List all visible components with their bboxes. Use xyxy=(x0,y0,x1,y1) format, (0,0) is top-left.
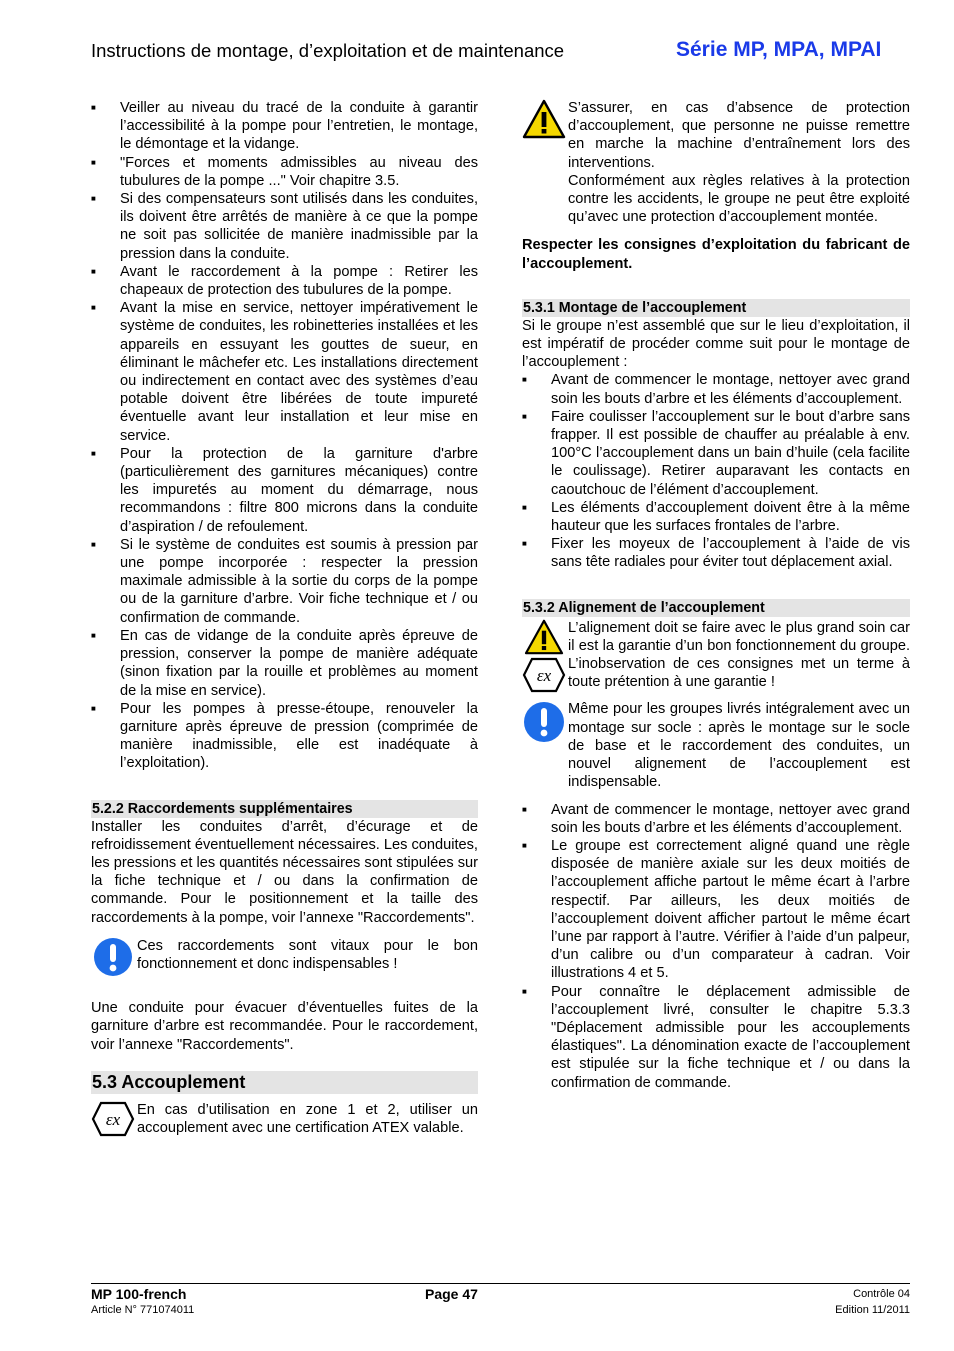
warning-note xyxy=(522,99,910,226)
atex-note xyxy=(91,1101,478,1137)
note-text: L’alignement doit se faire avec le plus grand soin car il est la garantie d’un bon fonctionnement du groupe. L’inobservation de ces consignes met un terme à toute prétention à une garantie ! xyxy=(568,619,910,691)
list-item: ■ "Forces et moments admissibles au niveau des tubulures de la pompe ..." Voir chapitre 3.5. xyxy=(91,154,478,189)
footer-divider xyxy=(91,1283,910,1284)
svg-text:εx: εx xyxy=(105,1109,121,1129)
footer-control: Contrôle 04 xyxy=(853,1288,910,1300)
alignment-bullet-list xyxy=(522,801,910,1092)
respect-instruction: Respecter les consignes d’exploitation du fabricant de l’accouplement. xyxy=(522,237,910,272)
warning-atex-note xyxy=(522,619,910,692)
ex-hexagon-icon xyxy=(91,1101,135,1137)
section-title-5-3-2: 5.3.2 Alignement de l’accouplement xyxy=(522,599,910,617)
left-column xyxy=(91,99,478,1137)
list-item: ■ Avant de commencer le montage, nettoyer avec grand soin les bouts d’arbre et les éléments d’accouplement. xyxy=(522,372,910,407)
list-item: ■ Faire coulisser l’accouplement sur le bout d’arbre sans frapper. Il est possible de chauffer au préalable à env. 100°C l’accouplement dans un bain d’huile (cela facilite le coulissage). Retirer auparavant les contacts en caoutchouc de l’élément d’accouplement. xyxy=(522,408,910,498)
note-text: Ces raccordements sont vitaux pour le bon fonctionnement et donc indispensables ! xyxy=(137,937,478,972)
svg-text:εx: εx xyxy=(536,665,552,685)
footer-page: Page 47 xyxy=(425,1286,478,1302)
list-item: ■ Avant le raccordement à la pompe : Retirer les chapeaux de protection des tubulures de la pompe. xyxy=(91,263,478,299)
info-note xyxy=(522,700,910,791)
list-item: ■ Pour la protection de la garniture d'arbre (particulièrement des garnitures mécaniques) contre les impuretés au moment du démarrage, nous recommandons : filtre 800 microns dans la conduite d’aspiration / de refoulement. xyxy=(91,445,478,535)
list-item: ■ Les éléments d’accouplement doivent être à la même hauteur que les surfaces frontales de l’arbre. xyxy=(522,499,910,535)
left-bullet-list xyxy=(91,99,478,773)
list-item: ■ Le groupe est correctement aligné quand une règle disposée de manière axiale sur les deux moitiés de l’accouplement affiche partout le même écart à l’arbre respectif. Par ailleurs, les deux moitiés de l’accouplement doivent afficher partout le même écart l’une par rapport à l’autre. Vérifier à l’aide d’un palpeur, d’un calibre ou d’un comparateur à cadran. Voir illustrations 4 et 5. xyxy=(522,837,910,982)
montage-bullet-list xyxy=(522,371,910,571)
list-item: ■ Pour les pompes à presse-étoupe, renouveler la garniture après épreuve de pression (comprimée de manière inadmissible, elle est inadéquate à l’exploitation). xyxy=(91,700,478,772)
paragraph: Installer les conduites d’arrêt, d’écurage et de refroidissement éventuellement nécessaires. Les conduites, les pressions et les quantités nécessaires sont stipulées sur la fiche technique et / ou dans la confirmation de commande. Pour le positionnement et la taille des raccordements à la pompe, voir l’annexe "Raccordements". xyxy=(91,818,478,926)
header-series: Série MP, MPA, MPAI xyxy=(676,38,882,61)
footer-doc: MP 100-french xyxy=(91,1286,187,1302)
ex-hexagon-icon xyxy=(522,655,566,695)
list-item: ■ Fixer les moyeux de l’accouplement à l’aide de vis sans tête radiales pour éviter tout déplacement axial. xyxy=(522,536,910,571)
list-item: ■ Si des compensateurs sont utilisés dans les conduites, ils doivent être arrêtés de manière à ce que la pompe ne soit pas sollicitée de manière inadmissible par la pression dans la conduite. xyxy=(91,191,478,262)
list-item: ■ Avant de commencer le montage, nettoyer avec grand soin les bouts d’arbre et les éléments d’accouplement. xyxy=(522,801,910,836)
note-text: Même pour les groupes livrés intégralement avec un montage sur socle : après le montage sur le socle de base et le raccordement des conduites, un nouvel alignement de l’accouplement est indispensable. xyxy=(568,701,910,791)
section-title-5-2-2: 5.2.2 Raccordements supplémentaires xyxy=(91,800,478,818)
exclamation-circle-icon xyxy=(91,937,135,981)
warning-triangle-icon xyxy=(522,99,566,139)
paragraph: Si le groupe n’est assemblé que sur le lieu d’exploitation, il est impératif de procéder comme suit pour le montage de l’accouplement : xyxy=(522,317,910,371)
warning-triangle-icon xyxy=(522,619,566,655)
right-column xyxy=(522,99,910,1092)
warning-text: Conformément aux règles relatives à la protection contre les accidents, le groupe ne peut être exploité qu’avec une protection d’accouplement montée. xyxy=(568,172,910,226)
section-title-5-3: 5.3 Accouplement xyxy=(91,1071,478,1094)
footer-article: Article N° 771074011 xyxy=(91,1304,195,1316)
header-title: Instructions de montage, d’exploitation et de maintenance xyxy=(91,40,565,61)
list-item: ■ Si le système de conduites est soumis à pression par une pompe incorporée : respecter la pression maximale admissible à la sortie du corps de la pompe ou de la garniture d’arbre. Voir fiche technique et / ou confirmation de commande. xyxy=(91,536,478,626)
footer-edition: Edition 11/2011 xyxy=(835,1304,910,1316)
paragraph: Une conduite pour évacuer d’éventuelles fuites de la garniture d’arbre est recommandée. Pour le raccordement, voir l’annexe "Raccordements". xyxy=(91,1000,478,1053)
list-item: ■ Pour connaître le déplacement admissible de l’accouplement livré, consulter le chapitre 5.3.3 "Déplacement admissible pour les accouplements élastiques". La dénomination exacte de l’accouplement est stipulée sur la fiche technique et / ou dans la confirmation de commande. xyxy=(522,983,910,1091)
warning-text: S’assurer, en cas d’absence de protection d’accouplement, que personne ne puisse remettre en marche la machine d’entraînement lors des interventions. xyxy=(568,100,910,171)
list-item: ■ En cas de vidange de la conduite après épreuve de pression, conserver la pompe de manière adéquate (sinon fixation par la rouille et problèmes au moment de la mise en service). xyxy=(91,627,478,699)
list-item: ■ Veiller au niveau du tracé de la conduite à garantir l’accessibilité à la pompe pour l’entretien, le montage, le démontage et la vidange. xyxy=(91,100,478,153)
section-title-5-3-1: 5.3.1 Montage de l’accouplement xyxy=(522,299,910,317)
list-item: ■ Avant la mise en service, nettoyer impérativement le système de conduites, les robinetteries installées et les appareils en essuyant les gouttes de sueur, en éliminant le mâchefer etc. Les installations directement ou indirectement en contact avec des systèmes d’eau potable doivent être libérées de toute impureté éventuelle avant leur installation et leur mise en service. xyxy=(91,300,478,444)
exclamation-circle-icon xyxy=(522,700,566,744)
note-text: En cas d’utilisation en zone 1 et 2, utiliser un accouplement avec une certification ATEX valable. xyxy=(137,1101,478,1136)
info-note xyxy=(91,937,478,973)
